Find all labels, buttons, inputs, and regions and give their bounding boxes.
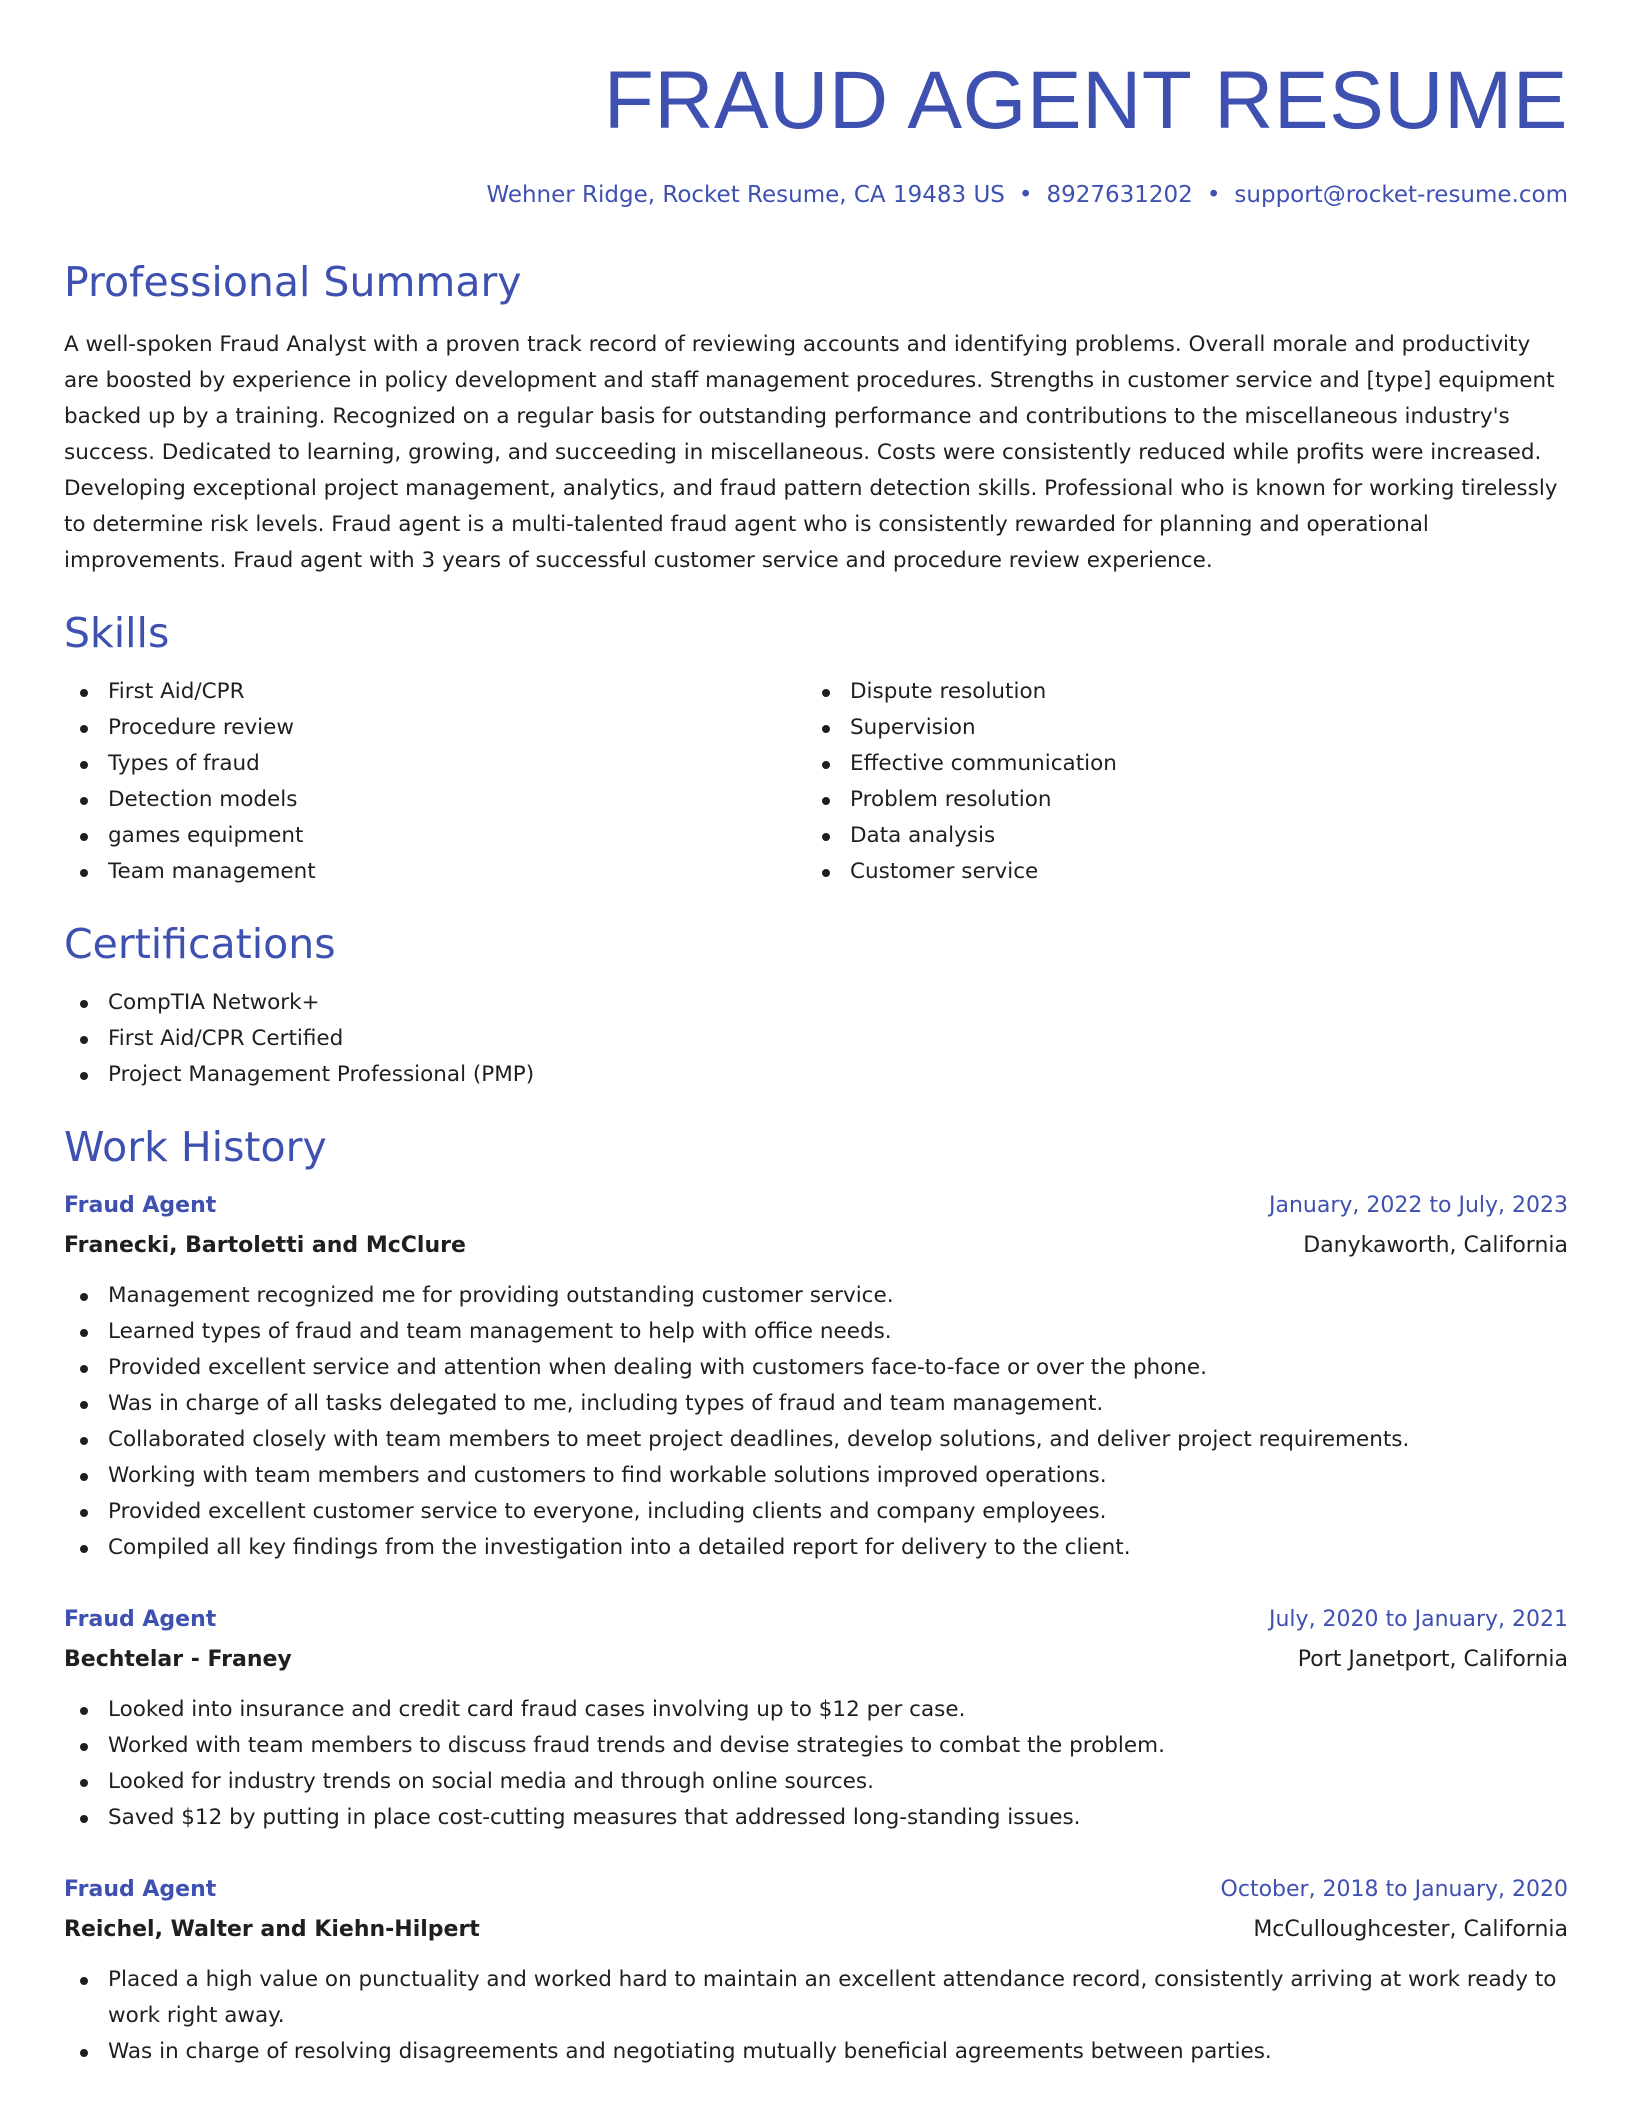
certification-item: CompTIA Network+ (64, 985, 1568, 1021)
contact-email: support@rocket-resume.com (1234, 182, 1568, 208)
job-bullets (64, 1692, 1568, 1836)
work-history-heading: Work History (64, 1123, 327, 1172)
job-role: Fraud Agent (64, 1193, 217, 1219)
job-bullet: Collaborated closely with team members to meet project deadlines, develop solutions, and deliver project requirements. (64, 1422, 1568, 1458)
job-dates: January, 2022 to July, 2023 (1269, 1193, 1568, 1219)
job-entry (64, 1602, 1568, 1836)
summary-text: A well-spoken Fraud Analyst with a proven track record of reviewing accounts and identifying problems. Overall morale and productivity are boosted by experience in policy development and staff management procedures. Strengths in customer service and [type] equipment backed up by a training. Recognized on a regular basis for outstanding performance and contributions to the miscellaneous industry's success. Dedicated to learning, growing, and succeeding in miscellaneous. Costs were consistently reduced while profits were increased. Developing exceptional project management, analytics, and fraud pattern detection skills. Professional who is known for working tirelessly to determine risk levels. Fraud agent is a multi-talented fraud agent who is consistently rewarded for planning and operational improvements. Fraud agent with 3 years of successful customer service and procedure review experience. (64, 331, 1558, 573)
job-role: Fraud Agent (64, 1877, 217, 1903)
resume-title: FRAUD AGENT RESUME (603, 55, 1568, 146)
contact-phone: 8927631202 (1046, 182, 1193, 208)
contact-separator: • (1018, 182, 1033, 208)
skill-item: Procedure review (64, 710, 806, 746)
skill-item: Supervision (806, 710, 1548, 746)
job-bullets (64, 1962, 1568, 2070)
contact-line (64, 182, 1568, 210)
job-bullet: Looked for industry trends on social media and through online sources. (64, 1764, 1568, 1800)
job-company: Bechtelar - Franey (64, 1647, 292, 1673)
job-bullet: Learned types of fraud and team management to help with office needs. (64, 1314, 1568, 1350)
job-dates: July, 2020 to January, 2021 (1269, 1607, 1568, 1633)
skills-list-left (64, 674, 806, 890)
job-bullet: Provided excellent customer service to everyone, including clients and company employees. (64, 1494, 1568, 1530)
certifications-heading: Certifications (64, 919, 336, 968)
certification-item: First Aid/CPR Certified (64, 1021, 1568, 1057)
job-bullet: Was in charge of all tasks delegated to me, including types of fraud and team management. (64, 1386, 1568, 1422)
certification-item: Project Management Professional (PMP) (64, 1057, 1568, 1093)
job-company: Franecki, Bartoletti and McClure (64, 1233, 466, 1259)
job-bullets (64, 1278, 1568, 1566)
contact-address: Wehner Ridge, Rocket Resume, CA 19483 US (486, 182, 1005, 208)
skill-item: Types of fraud (64, 746, 806, 782)
job-entry (64, 1188, 1568, 1566)
job-bullet: Saved $12 by putting in place cost-cutting measures that addressed long-standing issues. (64, 1800, 1568, 1836)
skill-item: Effective communication (806, 746, 1548, 782)
skill-item: Customer service (806, 854, 1548, 890)
contact-separator: • (1206, 182, 1221, 208)
job-location: Danykaworth, California (1303, 1233, 1568, 1259)
skills-grid (64, 674, 1568, 890)
skill-item: First Aid/CPR (64, 674, 806, 710)
skills-list-right (806, 674, 1548, 890)
summary-heading: Professional Summary (64, 257, 522, 306)
skill-item: Problem resolution (806, 782, 1548, 818)
job-bullet: Compiled all key findings from the investigation into a detailed report for delivery to the client. (64, 1530, 1568, 1566)
job-bullet: Working with team members and customers to find workable solutions improved operations. (64, 1458, 1568, 1494)
skill-item: Data analysis (806, 818, 1548, 854)
skill-item: games equipment (64, 818, 806, 854)
job-location: Port Janetport, California (1297, 1647, 1568, 1673)
job-bullet: Management recognized me for providing outstanding customer service. (64, 1278, 1568, 1314)
certifications-list (64, 985, 1568, 1093)
skill-item: Detection models (64, 782, 806, 818)
job-bullet: Worked with team members to discuss fraud trends and devise strategies to combat the problem. (64, 1728, 1568, 1764)
job-company: Reichel, Walter and Kiehn-Hilpert (64, 1917, 480, 1943)
skill-item: Dispute resolution (806, 674, 1548, 710)
job-bullet: Placed a high value on punctuality and worked hard to maintain an excellent attendance record, consistently arriving at work ready to work right away. (64, 1962, 1568, 2034)
skills-heading: Skills (64, 608, 170, 657)
job-location: McCulloughcester, California (1253, 1917, 1568, 1943)
job-bullet: Provided excellent service and attention when dealing with customers face-to-face or over the phone. (64, 1350, 1568, 1386)
job-bullet: Looked into insurance and credit card fraud cases involving up to $12 per case. (64, 1692, 1568, 1728)
job-dates: October, 2018 to January, 2020 (1220, 1877, 1568, 1903)
skill-item: Team management (64, 854, 806, 890)
job-bullet: Was in charge of resolving disagreements and negotiating mutually beneficial agreements between parties. (64, 2034, 1568, 2070)
job-role: Fraud Agent (64, 1607, 217, 1633)
job-entry (64, 1872, 1568, 2070)
